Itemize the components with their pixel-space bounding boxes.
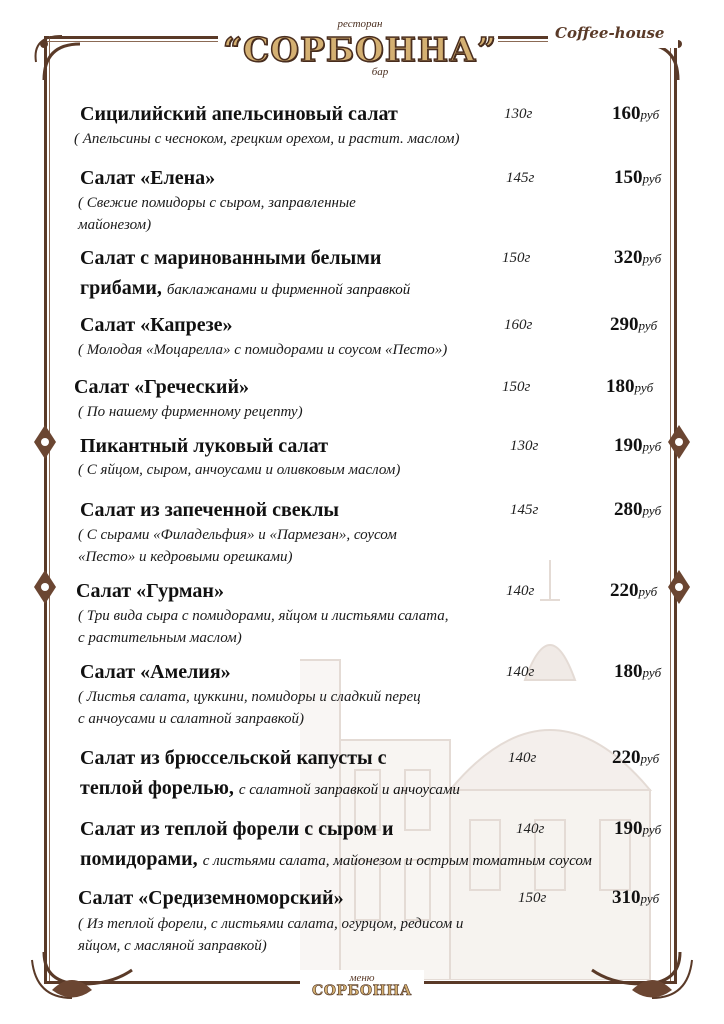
dish-weight: 160г: [504, 317, 533, 333]
dish-weight: 145г: [506, 170, 535, 186]
dish-description-line-1: ( Листья салата, цуккини, помидоры и сладкий перец: [78, 689, 421, 705]
dish-weight: 150г: [518, 890, 547, 906]
dish-name: Пикантный луковый салат: [80, 435, 329, 457]
dish-name: Салат «Греческий»: [74, 376, 249, 398]
dish-weight: 150г: [502, 379, 531, 395]
restaurant-logo: “СОРБОННА”: [223, 30, 497, 69]
dish-description-line-2: с растительным маслом): [78, 630, 242, 646]
dish-name: Салат «Елена»: [80, 167, 216, 189]
dish-name-line-1: Салат из теплой форели с сыром и: [80, 818, 394, 840]
dish-name-line-2: теплой форелью, с салатной заправкой и анчоусами: [80, 777, 460, 799]
dish-price: 280руб: [614, 499, 662, 520]
side-ornament-right-upper: [666, 425, 692, 459]
dish-name: Салат «Гурман»: [76, 580, 224, 602]
dish-price: 150руб: [614, 167, 662, 188]
dish-price: 290руб: [610, 314, 658, 335]
corner-ornament-bottom-right: [582, 950, 702, 1010]
dish-price: 220руб: [610, 580, 658, 601]
dish-price: 180руб: [614, 661, 662, 682]
dish-description: с салатной заправкой и анчоусами: [238, 782, 460, 798]
dish-weight: 140г: [516, 821, 545, 837]
dish-name-line-1: Салат из брюссельской капусты с: [80, 747, 387, 769]
dish-price: 320руб: [614, 247, 662, 268]
dish-description-line-1: ( С сырами «Филадельфия» и «Пармезан», соусом: [78, 527, 397, 543]
dish-name-line-2: грибами, баклажанами и фирменной заправкой: [80, 277, 411, 299]
logo-caption-restaurant: ресторан: [337, 18, 383, 30]
dish-description: ( По нашему фирменному рецепту): [78, 404, 303, 420]
dish-price: 160руб: [612, 103, 660, 124]
dish-description: ( Апельсины с чесноком, грецким орехом, и растит. маслом): [74, 131, 460, 147]
dish-price: 190руб: [614, 818, 662, 839]
footer-logo: СОРБОННА: [312, 983, 412, 999]
dish-name: Салат «Амелия»: [80, 661, 231, 683]
dish-weight: 150г: [502, 250, 531, 266]
dish-name-line-1: Салат с маринованными белыми: [80, 247, 382, 269]
side-ornament-right-lower: [666, 570, 692, 604]
dish-name: Салат «Капрезе»: [80, 314, 233, 336]
dish-description: с листьями салата, майонезом и острым томатным соусом: [202, 853, 592, 869]
logo-caption-bar: бар: [371, 66, 389, 78]
dish-description: баклажанами и фирменной заправкой: [166, 282, 411, 298]
dish-price: 220руб: [612, 747, 660, 768]
dish-description-line-1: ( Свежие помидоры с сыром, заправленные: [78, 195, 356, 211]
frame-left-line-inner: [49, 36, 50, 984]
side-ornament-left-lower: [32, 570, 58, 604]
dish-description-line-1: ( Из теплой форели, с листьями салата, огурцом, редисом и: [78, 916, 464, 932]
dish-price: 310руб: [612, 887, 660, 908]
dish-price: 180руб: [606, 376, 654, 397]
dish-description-line-1: ( Три вида сыра с помидорами, яйцом и листьями салата,: [78, 608, 449, 624]
corner-ornament-bottom-left: [22, 950, 142, 1010]
dish-description: ( С яйцом, сыром, анчоусами и оливковым маслом): [78, 462, 401, 478]
dish-weight: 130г: [510, 438, 539, 454]
dish-name: Сицилийский апельсиновый салат: [80, 103, 398, 125]
dish-description-line-2: майонезом): [78, 217, 152, 233]
dish-name: Салат «Средиземноморский»: [78, 887, 344, 909]
coffee-house-label: Coffee-house: [555, 24, 665, 42]
dish-weight: 140г: [506, 664, 535, 680]
dish-price: 190руб: [614, 435, 662, 456]
dish-description-line-2: «Песто» и кедровыми орешками): [78, 549, 293, 565]
side-ornament-left-upper: [32, 425, 58, 459]
frame-left-line: [44, 36, 47, 984]
dish-name: Салат из запеченной свеклы: [80, 499, 340, 521]
dish-weight: 130г: [504, 106, 533, 122]
dish-weight: 145г: [510, 502, 539, 518]
dish-description-line-2: яйцом, с масляной заправкой): [78, 938, 267, 954]
corner-ornament-top-left: [22, 22, 82, 82]
dish-name-line-2: помидорами, с листьями салата, майонезом и острым томатным соусом: [80, 848, 592, 870]
dish-weight: 140г: [506, 583, 535, 599]
dish-description: ( Молодая «Моцарелла» с помидорами и соусом «Песто»): [78, 342, 448, 358]
dish-description-line-2: с анчоусами и салатной заправкой): [78, 711, 305, 727]
footer-caption: меню: [349, 972, 375, 984]
dish-weight: 140г: [508, 750, 537, 766]
